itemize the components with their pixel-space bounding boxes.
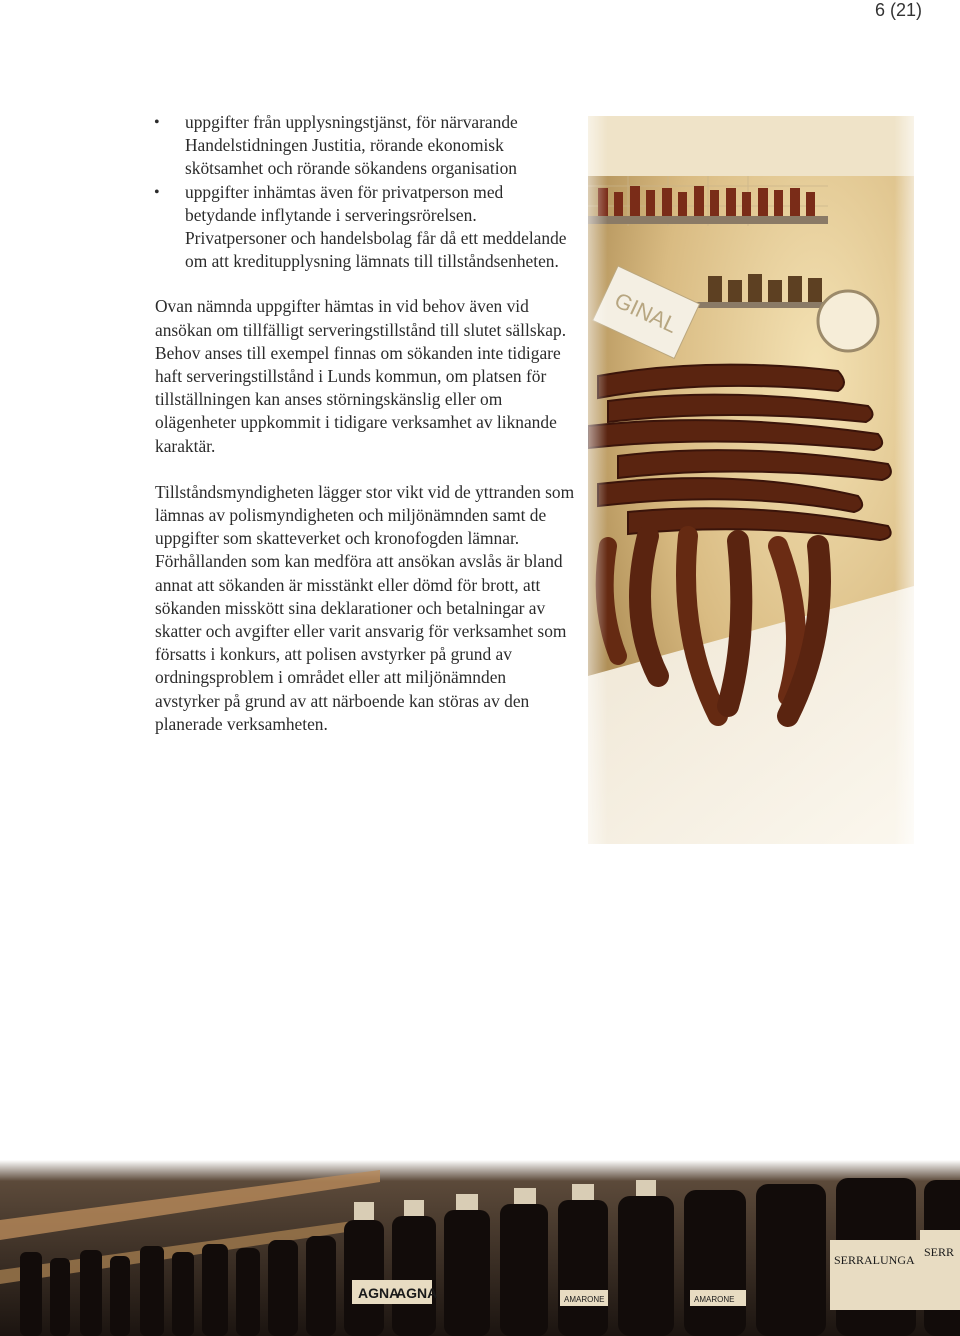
bullet-item-justitia: • uppgifter från upplysningstjänst, för närvarande Handelstidningen Justitia, rörande ekonomisk skötsamhet och rörande sökandens organisation — [155, 111, 575, 181]
main-text-column — [155, 111, 575, 736]
deli-sausage-photo — [588, 116, 914, 844]
wine-label-amarone-2: AMARONE — [694, 1295, 735, 1304]
paragraph-tillstandsmyndigheten: Tillståndsmyndigheten lägger stor vikt vid de yttranden som lämnas av polismyndigheten och miljönämnden samt de uppgifter som skatteverket och kronofogden lämnar. Förhållanden som kan medföra att ansökan avslås är bland annat att sökanden är misstänkt eller dömd för brott, att sökanden misskött sina deklarationer och betalningar av skatter och avgifter eller varit ansvarig för verksamhet som försatts i konkurs, att polisen avstyrker på grund av ordningsproblem i området eller att miljönämnden avstyrker på grund av att närboende kan störas av den planerade verksamheten. — [155, 481, 575, 734]
bullet-list — [155, 111, 575, 273]
wine-label-agna-2: AGNA — [396, 1285, 438, 1301]
bullet-item-privatperson: • uppgifter inhämtas även för privatperson med betydande inflytande i serveringsrörelsen. Privatpersoner och handelsbolag får då ett meddelande om att kreditupplysning lämnats till tillståndsenheten. — [155, 181, 575, 274]
paragraph-tillfalligt-tillstand: Ovan nämnda uppgifter hämtas in vid behov även vid ansökan om tillfälligt serveringstillstånd till slutet sällskap. Behov anses till exempel finnas om sökanden inte tidigare haft serveringstillstånd i Lunds kommun, om platsen för tillställningen kan anses störningskänslig eller om olägenheter uppkommit i tidigare verksamhet av liknande karaktär. — [155, 296, 567, 456]
wine-label-serr: SERR — [924, 1245, 955, 1259]
wine-label-amarone-1: AMARONE — [564, 1295, 605, 1304]
page-number: 6 (21) — [874, 0, 922, 20]
wine-label-agna-1: AGNA — [358, 1285, 400, 1301]
wine-label-serralunga: SERRALUNGA — [834, 1253, 915, 1267]
wine-bottles-photo — [0, 1160, 960, 1336]
